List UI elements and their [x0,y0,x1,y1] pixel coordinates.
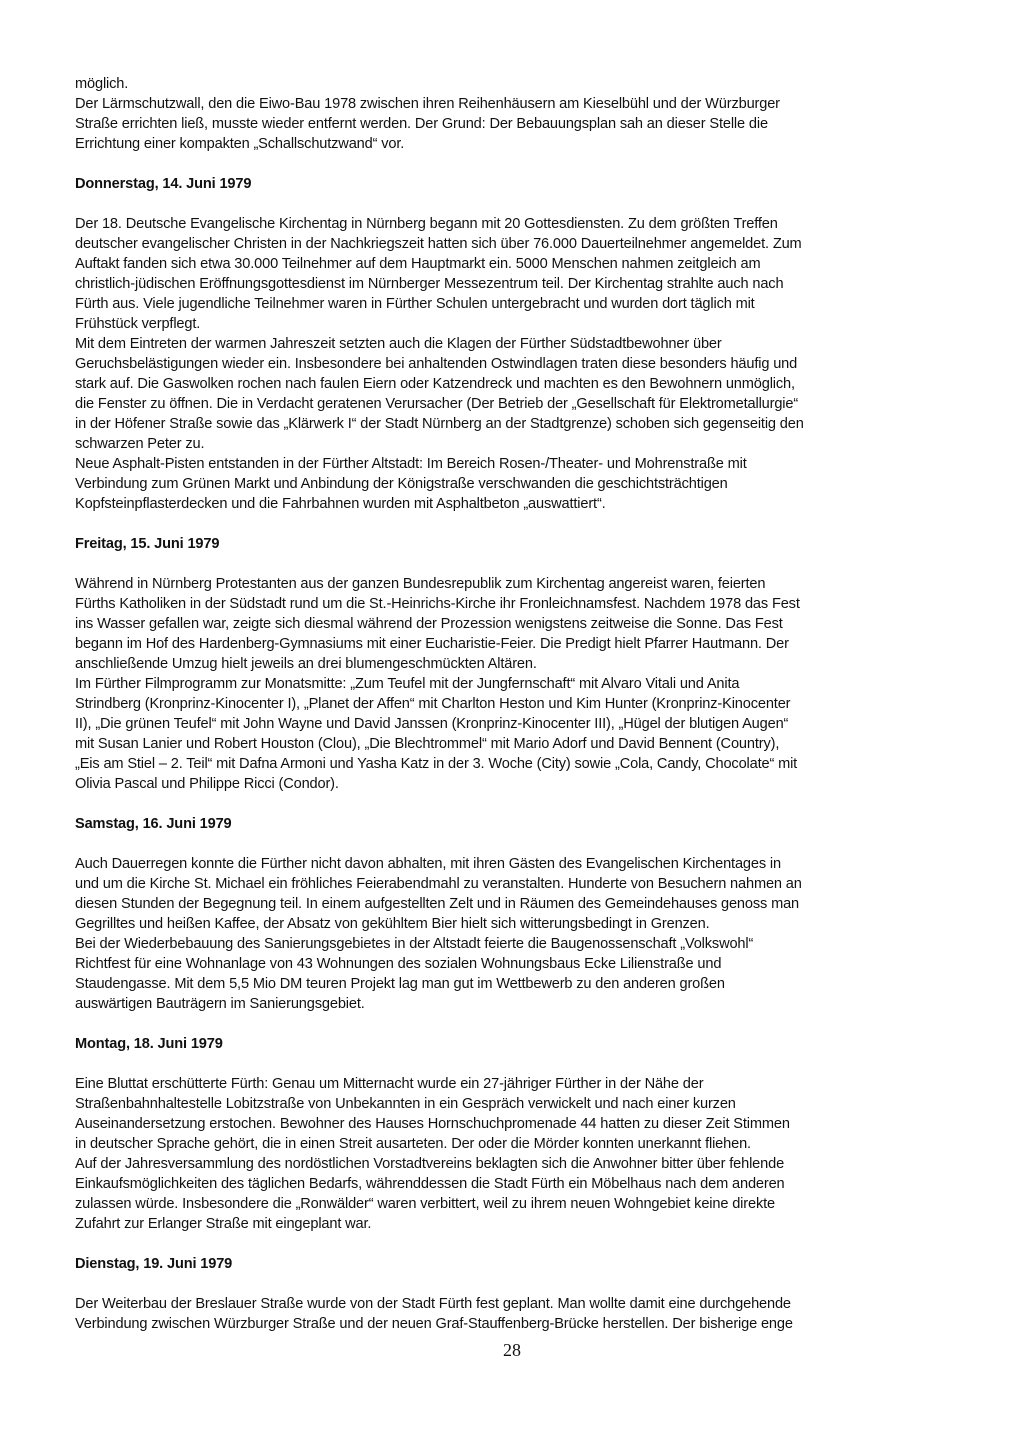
text-line: ins Wasser gefallen war, zeigte sich diesmal während der Prozession wenigstens zeitweise die Sonne. Das Fest [75,616,783,632]
text-line: christlich-jüdischen Eröffnungsgottesdienst im Nürnberger Messezentrum teil. Der Kirchentag strahlte auch nach [75,276,784,292]
text-line: Neue Asphalt-Pisten entstanden in der Fürther Altstadt: Im Bereich Rosen-/Theater- und Mohrenstraße mit [75,456,747,472]
spacer [75,834,955,854]
entry-heading: Samstag, 16. Juni 1979 [75,816,232,832]
text-line: stark auf. Die Gaswolken rochen nach faulen Eiern oder Katzendreck und machten es den Bewohnern unmöglich, [75,376,795,392]
text-line: Auch Dauerregen konnte die Fürther nicht davon abhalten, mit ihren Gästen des Evangelischen Kirchentages in [75,856,781,872]
page-content [75,74,955,1334]
spacer [75,1274,955,1294]
text-line: Auf der Jahresversammlung des nordöstlichen Vorstadtvereins beklagten sich die Anwohner bitter über fehlende [75,1156,785,1172]
entry-montag-18-juni [75,1034,955,1234]
spacer [75,1234,955,1254]
page-number: 28 [503,1340,521,1360]
text-line: Bei der Wiederbebauung des Sanierungsgebietes in der Altstadt feierte die Baugenossenschaft „Volkswohl“ [75,936,754,952]
entry-donnerstag-14-juni [75,174,955,514]
spacer [75,554,955,574]
entry-heading: Donnerstag, 14. Juni 1979 [75,176,252,192]
text-line: Verbindung zwischen Würzburger Straße und der neuen Graf-Stauffenberg-Brücke herstellen. Der bisherige enge [75,1316,793,1332]
text-line: Der 18. Deutsche Evangelische Kirchentag in Nürnberg begann mit 20 Gottesdiensten. Zu dem größten Treffen [75,216,778,232]
intro-paragraph [75,74,955,154]
entry-samstag-16-juni [75,814,955,1014]
text-line: deutscher evangelischer Christen in der Nachkriegszeit hatten sich über 76.000 Dauerteilnehmer angemeldet. Zum [75,236,802,252]
text-line: Auftakt fanden sich etwa 30.000 Teilnehmer auf dem Hauptmarkt ein. 5000 Menschen nahmen zeitgleich am [75,256,761,272]
text-line: Eine Bluttat erschütterte Fürth: Genau um Mitternacht wurde ein 27-jähriger Fürther in der Nähe der [75,1076,704,1092]
text-line: schwarzen Peter zu. [75,436,205,452]
text-line: auswärtigen Bauträgern im Sanierungsgebiet. [75,996,365,1012]
text-line: Zufahrt zur Erlanger Straße mit eingeplant war. [75,1216,372,1232]
text-line: Strindberg (Kronprinz-Kinocenter I), „Planet der Affen“ mit Charlton Heston und Kim Hunter (Kronprinz-Kinocenter [75,696,791,712]
text-line: Auseinandersetzung erstochen. Bewohner des Hauses Hornschuchpromenade 44 hatten zu dieser Zeit Stimmen [75,1116,790,1132]
text-line: Frühstück verpflegt. [75,316,201,332]
text-line: Geruchsbelästigungen wieder ein. Insbesondere bei anhaltenden Ostwindlagen traten diese besonders häufig und [75,356,798,372]
text-line: II), „Die grünen Teufel“ mit John Wayne und David Janssen (Kronprinz-Kinocenter III), „Hügel der blutigen Augen“ [75,716,789,732]
entry-dienstag-19-juni [75,1254,955,1334]
entry-heading: Freitag, 15. Juni 1979 [75,536,220,552]
text-line: und um die Kirche St. Michael ein fröhliches Feierabendmahl zu veranstalten. Hunderte von Besuchern nahmen an [75,876,802,892]
entry-freitag-15-juni [75,534,955,794]
text-line: Errichtung einer kompakten „Schallschutzwand“ vor. [75,136,405,152]
text-line: Kopfsteinpflasterdecken und die Fahrbahnen wurden mit Asphaltbeton „auswattiert“. [75,496,606,512]
text-line: Im Fürther Filmprogramm zur Monatsmitte: „Zum Teufel mit der Jungfernschaft“ mit Alvaro Vitali und Anita [75,676,740,692]
spacer [75,1054,955,1074]
text-line: Fürth aus. Viele jugendliche Teilnehmer waren in Fürther Schulen untergebracht und wurden dort täglich mit [75,296,755,312]
spacer [75,514,955,534]
text-line: Fürths Katholiken in der Südstadt rund um die St.-Heinrichs-Kirche ihr Fronleichnamsfest. Nachdem 1978 das Fest [75,596,800,612]
spacer [75,1014,955,1034]
text-line: möglich. [75,76,129,92]
text-line: Der Lärmschutzwall, den die Eiwo-Bau 1978 zwischen ihren Reihenhäusern am Kieselbühl und der Würzburger [75,96,780,112]
spacer [75,154,955,174]
entry-heading: Montag, 18. Juni 1979 [75,1036,223,1052]
spacer [75,794,955,814]
text-line: Während in Nürnberg Protestanten aus der ganzen Bundesrepublik zum Kirchentag angereist waren, feierten [75,576,766,592]
text-line: Mit dem Eintreten der warmen Jahreszeit setzten auch die Klagen der Fürther Südstadtbewohner über [75,336,722,352]
text-line: Der Weiterbau der Breslauer Straße wurde von der Stadt Fürth fest geplant. Man wollte damit eine durchgehende [75,1296,791,1312]
text-line: in der Höfener Straße sowie das „Klärwerk I“ der Stadt Nürnberg an der Stadtgrenze) schoben sich gegenseitig den [75,416,804,432]
text-line: Richtfest für eine Wohnanlage von 43 Wohnungen des sozialen Wohnungsbaus Ecke Lilienstraße und [75,956,722,972]
text-line: Straßenbahnhaltestelle Lobitzstraße von Unbekannten in ein Gespräch verwickelt und nach einer kurzen [75,1096,736,1112]
text-line: Straße errichten ließ, musste wieder entfernt werden. Der Grund: Der Bebauungsplan sah an dieser Stelle die [75,116,768,132]
text-line: Gegrilltes und heißen Kaffee, der Absatz von gekühltem Bier hielt sich witterungsbedingt in Grenzen. [75,916,710,932]
text-line: zulassen würde. Insbesondere die „Ronwälder“ waren verbittert, weil zu ihrem neuen Wohngebiet keine direkte [75,1196,775,1212]
text-line: Olivia Pascal und Philippe Ricci (Condor). [75,776,339,792]
text-line: anschließende Umzug hielt jeweils an drei blumengeschmückten Altären. [75,656,537,672]
text-line: begann im Hof des Hardenberg-Gymnasiums mit einer Eucharistie-Feier. Die Predigt hielt Pfarrer Hautmann. Der [75,636,789,652]
text-line: Staudengasse. Mit dem 5,5 Mio DM teuren Projekt lag man gut im Wettbewerb zu den anderen großen [75,976,725,992]
text-line: diesen Stunden der Begegnung teil. In einem aufgestellten Zelt und in Räumen des Gemeindehauses genoss man [75,896,800,912]
text-line: „Eis am Stiel – 2. Teil“ mit Dafna Armoni und Yasha Katz in der 3. Woche (City) sowie „Cola, Candy, Chocolate“ mit [75,756,798,772]
text-line: mit Susan Lanier und Robert Houston (Clou), „Die Blechtrommel“ mit Mario Adorf und David Bennent (Country), [75,736,780,752]
text-line: Einkaufsmöglichkeiten des täglichen Bedarfs, währenddessen die Stadt Fürth ein Möbelhaus nach dem anderen [75,1176,785,1192]
text-line: die Fenster zu öffnen. Die in Verdacht geratenen Verursacher (Der Betrieb der „Gesellschaft für Elektrometallurgie“ [75,396,799,412]
text-line: in deutscher Sprache gehört, die in einen Streit ausarteten. Der oder die Mörder konnten unerkannt fliehen. [75,1136,751,1152]
entry-heading: Dienstag, 19. Juni 1979 [75,1256,233,1272]
spacer [75,194,955,214]
text-line: Verbindung zum Grünen Markt und Anbindung der Königstraße verschwanden die geschichtsträchtigen [75,476,728,492]
